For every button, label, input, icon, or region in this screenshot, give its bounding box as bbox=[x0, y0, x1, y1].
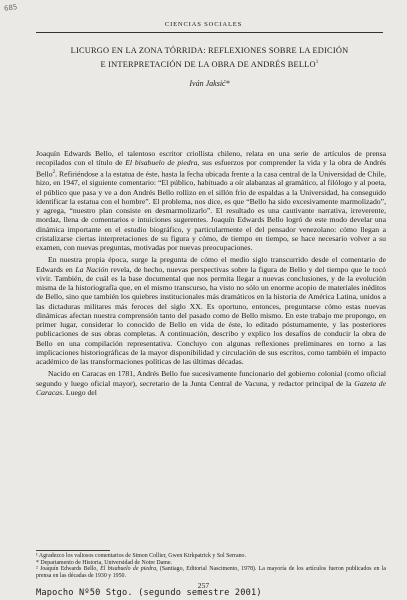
header-rule bbox=[36, 32, 383, 33]
text-run: En nuestra propia época, surge la pregunta de cómo el medio siglo transcurrido desde el comentario de Edwards en bbox=[36, 255, 386, 274]
text-run: Joaquín Edwards Bello, el talentoso escritor criollista chileno, relata en una serie de artículos de prensa recopilados con el título de bbox=[36, 149, 386, 168]
section-header: CIENCIAS SOCIALES bbox=[164, 21, 243, 28]
italic-title: El bisabuelo de piedra bbox=[100, 566, 157, 573]
body-paragraph bbox=[36, 369, 386, 397]
title-line-2-text: E INTERPRETACIÓN DE LA OBRA DE ANDRÉS BELLO bbox=[100, 59, 316, 69]
text-run: . Luego del bbox=[62, 387, 97, 397]
journal-citation: Mapocho Nº50 Stgo. (segundo semestre 2001) bbox=[36, 588, 262, 598]
author-footnote-mark: * bbox=[225, 79, 230, 88]
text-run: Nacido en Caracas en 1781, Andrés Bello fue sucesivamente funcionario del gobierno colonial (como oficial segundo y luego oficial mayor), secretario de la Junta Central de Vacuna, y redactor principal de la bbox=[36, 369, 386, 388]
title-line-2 bbox=[36, 57, 383, 71]
body-paragraph bbox=[36, 149, 386, 252]
author-line bbox=[36, 79, 383, 88]
text-run: . Refiriéndose a la estatua de éste, hasta la fecha ubicada frente a la casa central de la Universidad de Chile, hizo, en 1947, el siguiente comentario: “El público, habituado a oír alabanzas al gramático, al filólogo y al poeta, el público que pasa y ve a don Andrés Bello rollizo en el sillón frío de espaldas a la Universidad, ha conseguido identificar la estatua con el hombre”. El problema, nos dice, es que “Bello ha sido excesivamente marmolizado”, y agrega, “nuestro plan consiste en desmarmolizarlo”. El resultado es una cautivante narrativa, irreverente, mordaz, llena de comentarios e intuiciones sugerentes. Joaquín Edwards Bello logró de este modo develar una dinámica importante en el estudio biográfico, y particularmente el del pensador venezolano: cómo llegan a cristalizarse ciertas interpretaciones de su figura y cómo, de tiempo en tiempo, se hace necesario volver a su examen, con nuevas preguntas, motivadas por nuevas preocupaciones. bbox=[36, 169, 386, 253]
body-paragraph bbox=[36, 255, 386, 366]
text-run: ¹ Agradezco los valiosos comentarios de Simon Collier, Gwen Kirkpatrick y Sol Serrano. bbox=[36, 553, 246, 559]
author-name: Iván Jaksić bbox=[189, 79, 226, 88]
italic-title: Gazeta de Caracas bbox=[36, 378, 386, 397]
footnote bbox=[36, 553, 386, 560]
footnote-rule bbox=[36, 550, 110, 551]
article-title bbox=[36, 45, 383, 71]
text-run: , sus esfuerzos por comprender la vida y la obra de Andrés Bello bbox=[36, 158, 386, 179]
article-body bbox=[36, 149, 386, 397]
footnote-reference: 2 bbox=[52, 169, 56, 175]
footnote bbox=[36, 566, 386, 579]
title-line-1: LICURGO EN LA ZONA TÓRRIDA: REFLEXIONES SOBRE LA EDICIÓN bbox=[70, 46, 349, 55]
title-footnote-mark: 1 bbox=[315, 60, 319, 65]
italic-title: El bisabuelo de piedra bbox=[125, 158, 198, 168]
corner-handwritten-mark: 685 bbox=[3, 3, 18, 13]
text-run: ² Joaquín Edwards Bello, bbox=[36, 566, 101, 573]
text-run: revela, de hecho, nuevas perspectivas sobre la figura de Bello y del tiempo que le tocó vivir. También, de cuál es la base documental que nos permita llegar a nuevas conclusiones, y de la evolución misma de la historiografía que, en el mismo transcurso, ha visto no sólo un enorme acopio de materiales inéditos de Bello, sino que también los quiebres institucionales más dramáticos en la historia de América Latina, unidos a las dictaduras militares más feroces del siglo XX. Es oportuno, entonces, preguntarse cómo estas nuevas dinámicas afectan nuestra comprensión tanto del pasado como de Bello mismo. En este trabajo me propongo, en primer lugar, considerar lo conocido de Bello en vida de éste, lo editado póstumamente, y las posteriores publicaciones de sus obras completas. A continuación, describo y explico los desafíos de conducir la obra de Bello en una compilación representativa. Concluyo con algunas reflexiones preliminares en torno a las implicaciones historiográficas de la mayor disponibilidad y circulación de sus escritos, como también el impacto académico de las transformaciones políticas de las últimas décadas. bbox=[36, 264, 386, 367]
page-number: 257 bbox=[197, 581, 210, 590]
footnotes bbox=[36, 553, 386, 579]
text-run: , (Santiago, Editorial Nascimento, 1978). La mayoría de los artículos fueron publicados en la prensa en las décadas de 1930 y 1950. bbox=[36, 566, 387, 579]
text-run: * Departamento de Historia, Universidad de Notre Dame. bbox=[36, 559, 172, 566]
italic-title: La Nación bbox=[75, 264, 109, 274]
